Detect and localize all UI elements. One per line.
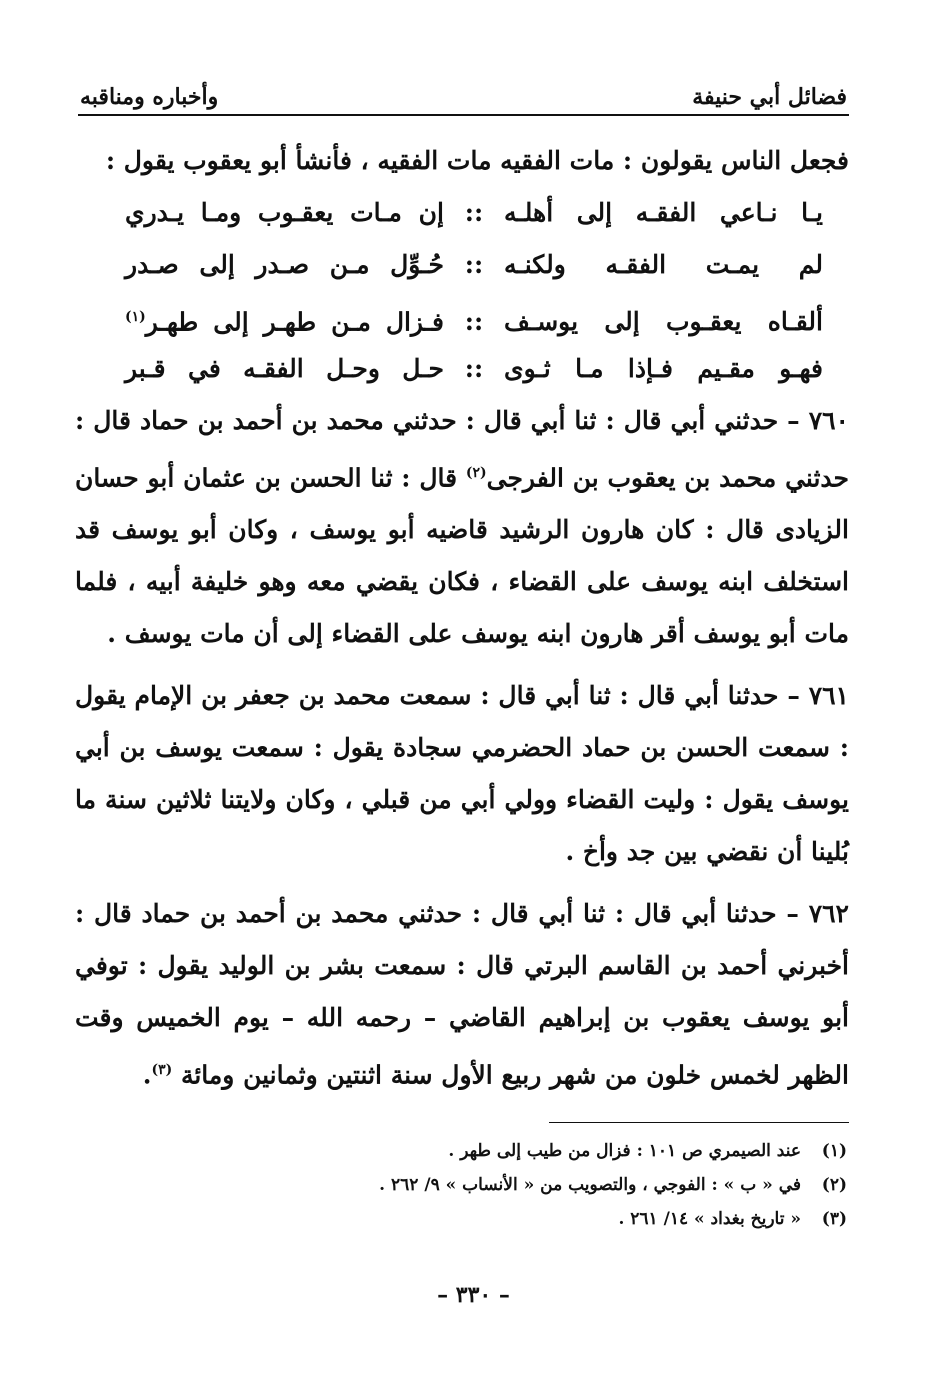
verse-first-half: ألقـاه يعقـوب إلى يوسـف: [504, 307, 823, 337]
footnote: [80, 1168, 847, 1202]
hadith-760-text-cont: قال : ثنا الحسن بن عثمان أبو حسان الزيادى قال : كان هارون الرشيد قاضيه أبو يوسف ، وكان أبو يوسف قد استخلف ابنه يوسف على القضاء ، فكان يقضي معه وهو خليفة أبيه ، فلما مات أبو يوسف أقر هارون ابنه يوسف على القضاء إلى أن مات يوسف .: [75, 463, 849, 649]
verse-separator: ::: [464, 354, 484, 383]
verse-separator: ::: [464, 250, 484, 279]
footnote-number: (١): [821, 1141, 847, 1161]
verse-first-half: يـا نـاعي الفقـه إلى أهلـه: [504, 198, 823, 227]
hadith-762-end: .: [142, 1060, 152, 1090]
footnote-marker: (٣): [151, 1062, 173, 1079]
footnotes: [80, 1134, 847, 1236]
poem-verse: [75, 291, 849, 343]
footnote-marker: (١): [125, 309, 146, 325]
running-header: [80, 70, 847, 110]
verse-second-half: [125, 291, 444, 348]
footnote-text: في « ب » : الفوجي ، والتصويب من « الأنساب » ٩/ ٢٦٢ .: [379, 1175, 801, 1195]
verse-second-half: حُـوِّل مـن صـدر إلى صـدر: [125, 250, 444, 279]
verse-text: فـزال مـن طهـر إلى طهـر: [145, 307, 444, 337]
verse-separator: ::: [464, 198, 484, 227]
footnote-text: عند الصيمري ص ١٠١ : فزال من طيب إلى طهر .: [448, 1141, 801, 1161]
verse-second-half: حـل وحـل الفقـه في قـبر: [125, 354, 444, 383]
poem-verse: [75, 239, 849, 291]
footnote-rule: [549, 1122, 849, 1123]
footnote: [80, 1134, 847, 1168]
footnote-marker: (٢): [465, 465, 487, 481]
header-section-title: وأخباره ومناقبه: [80, 84, 219, 110]
page-number: – ٣٣٠ –: [437, 1282, 510, 1308]
verse-separator: ::: [464, 307, 484, 337]
main-text: [75, 135, 849, 1102]
intro-line: فجعل الناس يقولون : مات الفقيه مات الفقيه ، فأنشأ أبو يعقوب يقول :: [105, 146, 849, 175]
hadith-762-text: ٧٦٢ – حدثنا أبي قال : ثنا أبي قال : حدثني محمد بن أحمد بن حماد قال : أخبرني أحمد بن القاسم البرتي قال : سمعت بشر بن الوليد يقول : توفي أبو يوسف يعقوب بن إبراهيم القاضي – رحمه الله – يوم الخميس وقت الظهر لخمس خلون من شهر ربيع الأول سنة اثنتين وثمانين ومائة: [75, 899, 849, 1090]
poem-verse: [75, 343, 849, 395]
header-rule: [78, 114, 849, 116]
verse-first-half: فهـو مقـيم فـإذا مـا ثـوى: [504, 354, 823, 383]
footnote: [80, 1202, 847, 1236]
hadith-760: [75, 395, 849, 660]
footnote-text: « تاريخ بغداد » ١٤/ ٢٦١ .: [618, 1209, 801, 1229]
poem: [75, 187, 849, 395]
verse-second-half: إن مـات يعقـوب ومـا يـدري: [125, 198, 444, 227]
header-book-title: فضائل أبي حنيفة: [692, 84, 847, 110]
hadith-760-text: ٧٦٠ – حدثني أبي قال : ثنا أبي قال : حدثني محمد بن أحمد بن حماد قال : حدثني محمد بن يعقوب بن الفرجى: [75, 406, 849, 493]
footnote-number: (٢): [821, 1175, 847, 1195]
hadith-761: ٧٦١ – حدثنا أبي قال : ثنا أبي قال : سمعت محمد بن جعفر بن الإمام يقول : سمعت الحسن بن حماد الحضرمي سجادة يقول : سمعت يوسف بن أبي يوسف يقول : وليت القضاء وولي أبي من قبلي ، وكان ولايتنا ثلاثين سنة ما بُلينا أن نقضي بين جد وأخ .: [75, 681, 849, 867]
poem-verse: [75, 187, 849, 239]
verse-first-half: لم يمـت الفقـه ولكنـه: [504, 250, 823, 279]
footnote-number: (٣): [821, 1209, 847, 1229]
hadith-762: [75, 888, 849, 1101]
